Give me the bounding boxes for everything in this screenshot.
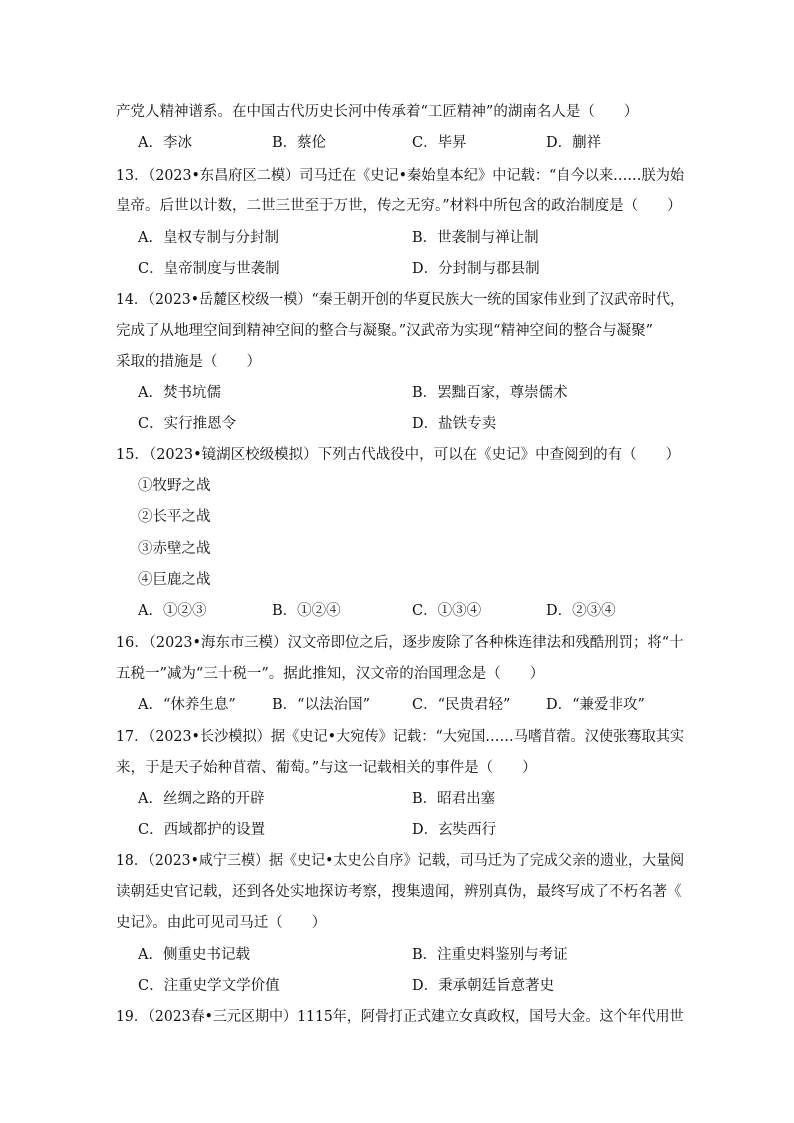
q17-option-c: C．西域都护的设置 [138,822,266,838]
q18-option-d: D．秉承朝廷旨意著史 [412,978,555,994]
q12-option-b: B．蔡伦 [272,135,327,151]
q16-stem-line-2: 五税一”减为“三十税一”。据此推知，汉文帝的治国理念是（ ） [116,666,545,682]
q14-stem-line-1: 14．（2023•岳麓区校级一模）“秦王朝开创的华夏民族大一统的国家伟业到了汉武帝时代， [116,292,685,308]
q15-item-3: ③赤壁之战 [138,541,211,557]
q12-option-d: D．蒯祥 [546,135,602,151]
q12-stem-tail: 产党人精神谱系。在中国古代历史长河中传承着“工匠精神”的湖南名人是（ ） [116,104,639,120]
q15-item-4: ④巨鹿之战 [138,572,211,588]
q15-option-c: C．①③④ [412,603,482,619]
q18-stem-line-3: 史记》。由此可见司马迁（ ） [116,915,327,931]
q14-option-b: B．罢黜百家，尊崇儒术 [412,385,568,401]
q15-option-a: A．①②③ [138,603,207,619]
q16-option-b: B．“以法治国” [272,697,370,713]
q12-option-c: C．毕昇 [412,135,467,151]
q16-option-a: A．“休养生息” [138,697,236,713]
q13-stem-line-2: 皇帝。后世以计数，二世三世至于万世，传之无穷。”材料中所包含的政治制度是（ ） [116,198,682,214]
q17-option-d: D．玄奘西行 [412,822,497,838]
q18-option-b: B．注重史料鉴别与考证 [412,947,568,963]
q15-option-d: D．②③④ [546,603,616,619]
q18-option-c: C．注重史学文学价值 [138,978,280,994]
q19-stem-line-1: 19．（2023春•三元区期中）1115年，阿骨打正式建立女真政权，国号大金。这个年代用世 [116,1009,684,1025]
q15-option-b: B．①②④ [272,603,341,619]
q14-option-c: C．实行推恩令 [138,416,237,432]
q17-stem-line-2: 来，于是天子始种苜蓿、葡萄。”与这一记载相关的事件是（ ） [116,760,537,776]
q18-stem-line-1: 18．（2023•咸宁三模）据《史记•太史公自序》记载，司马迁为了完成父亲的遗业，大量阅 [116,853,685,869]
q17-option-a: A．丝绸之路的开辟 [138,791,265,807]
q13-option-a: A．皇权专制与分封制 [138,230,279,246]
q14-stem-line-2: 完成了从地理空间到精神空间的整合与凝聚。”汉武帝为实现“精神空间的整合与凝聚” [116,323,653,339]
q14-stem-line-3: 采取的措施是（ ） [116,354,261,370]
q13-option-b: B．世袭制与禅让制 [412,230,539,246]
q14-option-a: A．焚书坑儒 [138,385,221,401]
q15-stem-line-1: 15．（2023•镜湖区校级模拟）下列古代战役中，可以在《史记》中查阅到的有（ ） [116,447,681,463]
q15-item-2: ②长平之战 [138,509,211,525]
q15-item-1: ①牧野之战 [138,478,211,494]
q16-stem-line-1: 16．（2023•海东市三模）汉文帝即位之后，逐步废除了各种株连律法和残酷刑罚；将“十 [116,635,684,651]
q14-option-d: D．盐铁专卖 [412,416,497,432]
q18-stem-line-2: 读朝廷史官记载，还到各处实地探访考察，搜集遗闻，辨别真伪，最终写成了不朽名著《 [116,884,682,900]
q16-option-d: D．“兼爱非攻” [546,697,645,713]
q13-stem-line-1: 13．（2023•东昌府区二模）司马迁在《史记•秦始皇本纪》中记载：“自今以来……朕为始 [116,168,685,184]
q13-option-d: D．分封制与郡县制 [412,261,540,277]
q18-option-a: A．侧重史书记载 [138,947,250,963]
q17-stem-line-1: 17．（2023•长沙模拟）据《史记•大宛传》记载：“大宛国……马嗜苜蓿。汉使张骞取其实 [116,729,685,745]
q13-option-c: C．皇帝制度与世袭制 [138,261,280,277]
q17-option-b: B．昭君出塞 [412,791,496,807]
q16-option-c: C．“民贵君轻” [412,697,511,713]
q12-option-a: A．李冰 [138,135,192,151]
